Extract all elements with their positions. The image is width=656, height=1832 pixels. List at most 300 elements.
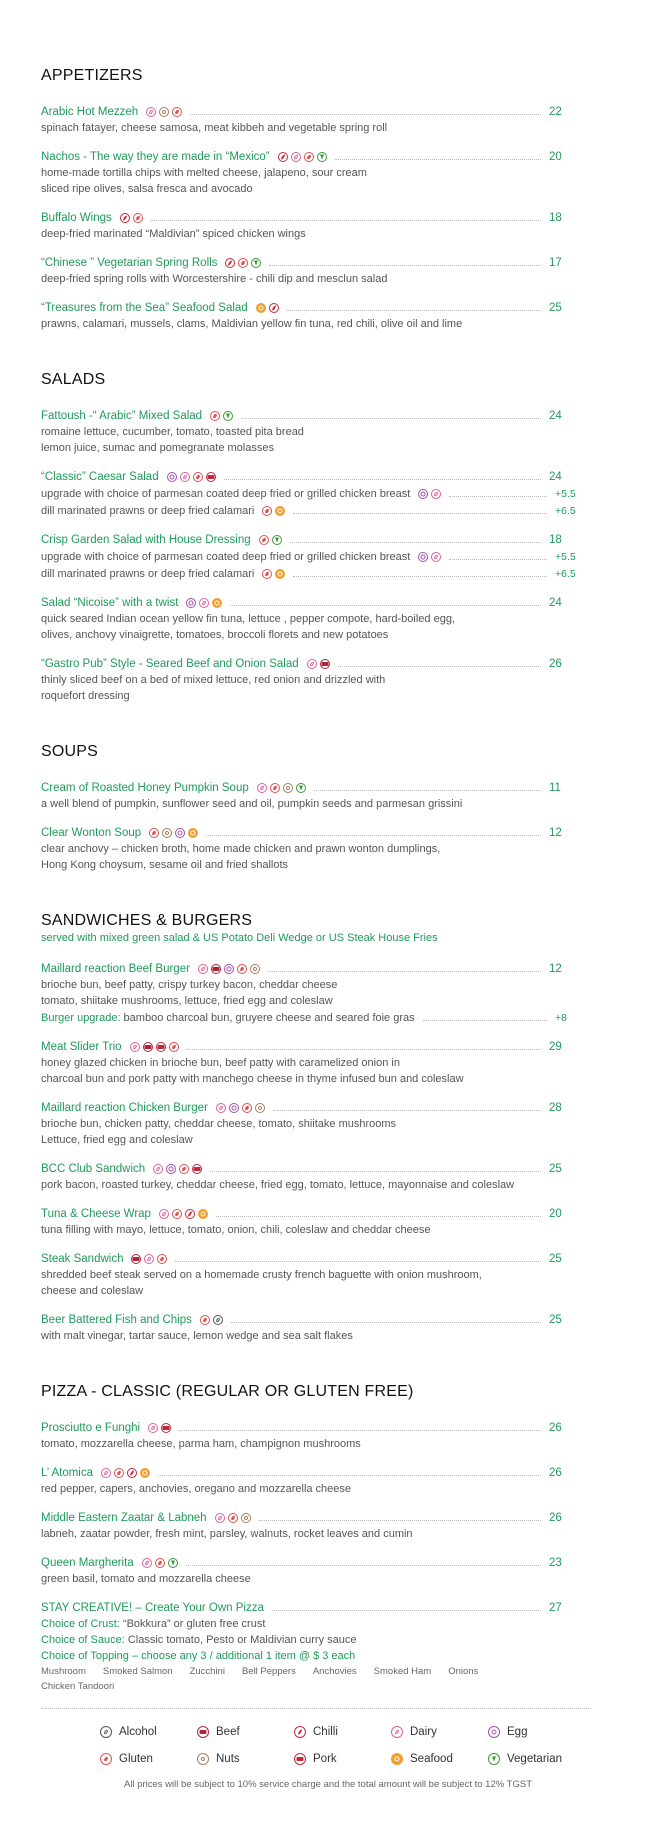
- upgrade-price: +5.5: [555, 550, 576, 563]
- menu-item: [41, 1250, 571, 1299]
- item-description: tomato, mozzarella cheese, parma ham, champignon mushrooms: [41, 1438, 361, 1450]
- diet-icons: [225, 258, 261, 268]
- dotted-leader: [241, 418, 541, 419]
- legend-item: [294, 1750, 391, 1768]
- gluten-icon: [114, 1468, 124, 1478]
- item-description: cheese and coleslaw: [41, 1285, 144, 1297]
- topping-option: Smoked Ham: [373, 1666, 432, 1677]
- item-name: “Classic” Caesar Salad: [41, 470, 159, 483]
- legend-item: [294, 1723, 391, 1741]
- dairy-icon: [199, 598, 209, 608]
- menu-item: [41, 407, 571, 456]
- item-description: brioche bun, chicken patty, cheddar cheese, tomato, shiitake mushrooms: [41, 1118, 397, 1130]
- vegetarian-icon: [488, 1753, 500, 1765]
- upgrade-option: [41, 1009, 571, 1026]
- egg-icon: [175, 828, 185, 838]
- diet-icons: [120, 213, 143, 223]
- legend-item: [391, 1750, 488, 1768]
- egg-icon: [229, 1103, 239, 1113]
- spacer: [41, 1404, 571, 1419]
- diet-icons: [142, 1558, 178, 1568]
- menu-item-header: [41, 103, 571, 120]
- menu-item: [41, 1509, 571, 1542]
- topping-option: Chicken Tandoori: [41, 1681, 115, 1692]
- item-description: thinly sliced beef on a bed of mixed lettuce, red onion and drizzled with: [41, 674, 386, 686]
- menu-item: [41, 148, 571, 197]
- section-title: SALADS: [41, 371, 106, 388]
- item-name: Nachos - The way they are made in “Mexico”: [41, 150, 270, 163]
- item-name: Meat Slider Trio: [41, 1040, 122, 1053]
- seafood-icon: [198, 1209, 208, 1219]
- diet-icons: [130, 1042, 179, 1052]
- item-name: Beer Battered Fish and Chips: [41, 1313, 192, 1326]
- item-description: olives, anchovy vinaigrette, tomatoes, broccoli florets and new potatoes: [41, 629, 389, 641]
- egg-icon: [167, 472, 177, 482]
- menu-item: [41, 1205, 571, 1238]
- egg-icon: [418, 489, 428, 499]
- item-description: Hong Kong choysum, sesame oil and fried shallots: [41, 859, 289, 871]
- topping-option: Onions: [448, 1666, 479, 1677]
- item-price: 27: [549, 1601, 562, 1614]
- dotted-leader: [273, 1110, 541, 1111]
- dotted-leader: [151, 220, 541, 221]
- section-title: APPETIZERS: [41, 67, 143, 84]
- upgrade-text: upgrade with choice of parmesan coated deep fried or grilled chicken breast: [41, 550, 411, 563]
- diet-icons: [148, 1423, 171, 1433]
- item-price: 25: [549, 1252, 562, 1265]
- item-price: 20: [549, 150, 562, 163]
- item-description: with malt vinegar, tartar sauce, lemon wedge and sea salt flakes: [41, 1330, 353, 1342]
- upgrade-text: bamboo charcoal bun, gruyere cheese and seared foie gras: [120, 1011, 415, 1024]
- item-description: tuna filling with mayo, lettuce, tomato, onion, chili, coleslaw and cheddar cheese: [41, 1224, 431, 1236]
- upgrade-option: [41, 565, 576, 582]
- gluten-icon: [210, 411, 220, 421]
- nuts-icon: [255, 1103, 265, 1113]
- pork-icon: [294, 1753, 306, 1765]
- menu-item: [41, 1311, 571, 1344]
- menu-item-header: [41, 1160, 571, 1177]
- item-name: Cream of Roasted Honey Pumpkin Soup: [41, 781, 249, 794]
- diet-icons: [146, 107, 182, 117]
- dotted-leader: [269, 265, 541, 266]
- dairy-icon: [153, 1164, 163, 1174]
- menu-item-header: [41, 824, 571, 841]
- item-price: 26: [549, 1511, 562, 1524]
- item-name: BCC Club Sandwich: [41, 1162, 146, 1175]
- gluten-icon: [200, 1315, 210, 1325]
- upgrade-option: [41, 548, 576, 565]
- beef-icon: [211, 964, 221, 974]
- item-description: spinach fatayer, cheese samosa, meat kibbeh and vegetable spring roll: [41, 122, 388, 134]
- menu-item: [41, 824, 571, 873]
- chilli-icon: [120, 213, 130, 223]
- pizza-choice: [41, 1616, 571, 1632]
- menu-section: [41, 368, 576, 704]
- item-name: Crisp Garden Salad with House Dressing: [41, 533, 251, 546]
- dairy-icon: [215, 1513, 225, 1523]
- dairy-icon: [101, 1468, 111, 1478]
- item-description: a well blend of pumpkin, sunflower seed and oil, pumpkin seeds and parmesan grissini: [41, 798, 463, 810]
- item-price: 25: [549, 301, 562, 314]
- item-description: roquefort dressing: [41, 690, 130, 702]
- seafood-icon: [140, 1468, 150, 1478]
- dotted-leader: [175, 1261, 541, 1262]
- pizza-choice: [41, 1648, 571, 1664]
- diet-icons: [167, 472, 216, 482]
- pizza-choice: [41, 1632, 571, 1648]
- choice-text: “Bokkura” or gluten free crust: [119, 1618, 266, 1630]
- dairy-icon: [148, 1423, 158, 1433]
- legend-label: Beef: [216, 1726, 240, 1738]
- dotted-leader: [268, 971, 541, 972]
- spacer: [41, 764, 571, 779]
- dotted-leader: [216, 1216, 541, 1217]
- legend-item: [100, 1750, 197, 1768]
- menu-item-header: [41, 148, 571, 165]
- dotted-leader: [231, 1322, 541, 1323]
- diet-icons: [307, 659, 330, 669]
- item-description: lemon juice, sumac and pomegranate molasses: [41, 442, 274, 454]
- item-price: 24: [549, 470, 562, 483]
- menu-item-header: [41, 1554, 571, 1571]
- gluten-icon: [193, 472, 203, 482]
- egg-icon: [186, 598, 196, 608]
- item-description: deep-fried marinated “Maldivian” spiced chicken wings: [41, 228, 306, 240]
- item-description: Lettuce, fried egg and coleslaw: [41, 1134, 193, 1146]
- item-price: 26: [549, 1466, 562, 1479]
- item-price: 29: [549, 1040, 562, 1053]
- dairy-icon: [144, 1254, 154, 1264]
- item-name: Clear Wonton Soup: [41, 826, 142, 839]
- menu-item-header: [41, 209, 571, 226]
- menu-item-header: [41, 1509, 571, 1526]
- upgrade-option: [41, 485, 576, 502]
- item-name: Buffalo Wings: [41, 211, 112, 224]
- topping-option: Bell Peppers: [241, 1666, 296, 1677]
- menu-item-header: [41, 1599, 571, 1616]
- gluten-icon: [155, 1558, 165, 1568]
- diet-icons: [256, 303, 279, 313]
- diet-icons: [418, 489, 441, 499]
- dotted-leader: [210, 1171, 541, 1172]
- item-description: romaine lettuce, cucumber, tomato, toasted pita bread: [41, 426, 304, 438]
- topping-option: Anchovies: [312, 1666, 357, 1677]
- dotted-leader: [158, 1475, 541, 1476]
- topping-list: [41, 1664, 571, 1694]
- item-price: 26: [549, 657, 562, 670]
- seafood-icon: [188, 828, 198, 838]
- menu-item-header: [41, 1099, 571, 1116]
- upgrade-price: +6.5: [555, 504, 576, 517]
- item-price: 24: [549, 596, 562, 609]
- diet-icons: [198, 964, 260, 974]
- menu-item-header: [41, 655, 571, 672]
- beef-icon: [320, 659, 330, 669]
- nuts-icon: [159, 107, 169, 117]
- vegetarian-icon: [272, 535, 282, 545]
- item-name: Prosciutto e Funghi: [41, 1421, 141, 1434]
- spacer: [41, 392, 571, 407]
- spacer: [41, 88, 571, 103]
- legend-item: [100, 1723, 197, 1741]
- vegetarian-icon: [168, 1558, 178, 1568]
- dairy-icon: [291, 152, 301, 162]
- menu-section: [41, 64, 571, 332]
- item-name: Fattoush -“ Arabic” Mixed Salad: [41, 409, 203, 422]
- dotted-leader: [190, 114, 541, 115]
- dairy-icon: [307, 659, 317, 669]
- item-price: 12: [549, 826, 562, 839]
- menu-item-header: [41, 594, 571, 611]
- item-price: 25: [549, 1313, 562, 1326]
- menu-item: [41, 531, 576, 582]
- gluten-icon: [304, 152, 314, 162]
- item-name: “Chinese ” Vegetarian Spring Rolls: [41, 256, 218, 269]
- diet-icons: [216, 1103, 265, 1113]
- dairy-icon: [180, 472, 190, 482]
- item-price: 18: [549, 211, 562, 224]
- dairy-icon: [198, 964, 208, 974]
- egg-icon: [488, 1726, 500, 1738]
- menu-item: [41, 468, 576, 519]
- choice-text: Classic tomato, Pesto or Maldivian curry sauce: [124, 1634, 357, 1646]
- legend-item: [197, 1750, 294, 1768]
- menu: [41, 64, 576, 1694]
- item-description: brioche bun, beef patty, crispy turkey bacon, cheddar cheese: [41, 979, 338, 991]
- item-description: tomato, shiitake mushrooms, lettuce, fried egg and coleslaw: [41, 995, 333, 1007]
- chilli-icon: [294, 1726, 306, 1738]
- chilli-icon: [225, 258, 235, 268]
- dotted-leader: [449, 559, 547, 560]
- item-description: pork bacon, roasted turkey, cheddar cheese, fried egg, tomato, lettuce, mayonnaise and coleslaw: [41, 1179, 515, 1191]
- gluten-icon: [237, 964, 247, 974]
- dotted-leader: [179, 1430, 541, 1431]
- item-price: 25: [549, 1162, 562, 1175]
- menu-item: [41, 779, 571, 812]
- item-price: 26: [549, 1421, 562, 1434]
- chilli-icon: [278, 152, 288, 162]
- legend-label: Gluten: [119, 1753, 153, 1765]
- menu-item-header: [41, 1311, 571, 1328]
- dotted-leader: [272, 1610, 541, 1611]
- gluten-icon: [228, 1513, 238, 1523]
- seafood-icon: [275, 569, 285, 579]
- menu-item: [41, 1464, 571, 1497]
- section-title: SOUPS: [41, 743, 99, 760]
- section-subtitle: served with mixed green salad & US Potato Deli Wedge or US Steak House Fries: [41, 932, 438, 944]
- footnote: All prices will be subject to 10% service charge and the total amount will be subject to 12% TGST: [124, 1779, 532, 1790]
- gluten-icon: [169, 1042, 179, 1052]
- dotted-leader: [423, 1020, 547, 1021]
- diet-icons: [259, 535, 282, 545]
- item-name: “Treasures from the Sea” Seafood Salad: [41, 301, 248, 314]
- menu-item-header: [41, 1205, 571, 1222]
- choice-label: Choice of Crust:: [41, 1618, 120, 1630]
- item-description: red pepper, capers, anchovies, oregano and mozzarella cheese: [41, 1483, 352, 1495]
- menu-item: [41, 1599, 571, 1694]
- item-description: home-made tortilla chips with melted cheese, jalapeno, sour cream: [41, 167, 367, 179]
- topping-option: Smoked Salmon: [102, 1666, 173, 1677]
- upgrade-label: Burger upgrade:: [41, 1011, 121, 1024]
- menu-item-header: [41, 531, 571, 548]
- dairy-icon: [146, 107, 156, 117]
- item-price: 11: [549, 781, 561, 794]
- menu-item: [41, 1099, 571, 1148]
- dairy-icon: [257, 783, 267, 793]
- gluten-icon: [238, 258, 248, 268]
- seafood-icon: [391, 1753, 403, 1765]
- diet-icons: [257, 783, 306, 793]
- seafood-icon: [212, 598, 222, 608]
- upgrade-text: upgrade with choice of parmesan coated deep fried or grilled chicken breast: [41, 487, 411, 500]
- choice-label: Choice of Topping – choose any 3 / additional 1 item @ $ 3 each: [41, 1650, 356, 1662]
- dotted-leader: [338, 666, 541, 667]
- dotted-leader: [287, 310, 541, 311]
- item-description: deep-fried spring rolls with Worcestershire - chili dip and mesclun salad: [41, 273, 388, 285]
- chilli-icon: [185, 1209, 195, 1219]
- item-name: Tuna & Cheese Wrap: [41, 1207, 151, 1220]
- gluten-icon: [270, 783, 280, 793]
- item-name: “Gastro Pub” Style - Seared Beef and Onion Salad: [41, 657, 299, 670]
- topping-option: Zucchini: [189, 1666, 225, 1677]
- menu-item-header: [41, 779, 571, 796]
- item-description: shredded beef steak served on a homemade crusty french baguette with onion mushroom,: [41, 1269, 482, 1281]
- diet-icons: [186, 598, 222, 608]
- item-name: Maillard reaction Chicken Burger: [41, 1101, 208, 1114]
- menu-item: [41, 1554, 571, 1587]
- beef-icon: [197, 1726, 209, 1738]
- legend-item: [488, 1750, 585, 1768]
- menu-item: [41, 960, 571, 1026]
- alcohol-icon: [213, 1315, 223, 1325]
- dairy-icon: [142, 1558, 152, 1568]
- dotted-leader: [224, 479, 541, 480]
- item-description: labneh, zaatar powder, fresh mint, parsley, walnuts, rocket leaves and cumin: [41, 1528, 413, 1540]
- diet-icons: [153, 1164, 202, 1174]
- alcohol-icon: [100, 1726, 112, 1738]
- legend-label: Egg: [507, 1726, 528, 1738]
- menu-item: [41, 1038, 571, 1087]
- menu-item-header: [41, 1038, 571, 1055]
- item-price: 22: [549, 105, 562, 118]
- dotted-leader: [293, 513, 547, 514]
- topping-option: Mushroom: [41, 1666, 86, 1677]
- menu-item-header: [41, 468, 571, 485]
- menu-item-header: [41, 1464, 571, 1481]
- egg-icon: [418, 552, 428, 562]
- beef-icon: [143, 1042, 153, 1052]
- diet-icons: [101, 1468, 150, 1478]
- diet-icons: [200, 1315, 223, 1325]
- upgrade-text: dill marinated prawns or deep fried calamari: [41, 567, 255, 580]
- legend-label: Pork: [313, 1753, 337, 1765]
- dotted-leader: [206, 835, 541, 836]
- section-title: PIZZA - CLASSIC (REGULAR OR GLUTEN FREE): [41, 1383, 414, 1400]
- item-name: Maillard reaction Beef Burger: [41, 962, 190, 975]
- item-name: Arabic Hot Mezzeh: [41, 105, 139, 118]
- legend-item: [488, 1723, 585, 1741]
- menu-item: [41, 594, 571, 643]
- upgrade-text: dill marinated prawns or deep fried calamari: [41, 504, 255, 517]
- menu-item-header: [41, 407, 571, 424]
- gluten-icon: [133, 213, 143, 223]
- menu-item-header: [41, 1250, 571, 1267]
- item-description: quick seared Indian ocean yellow fin tuna, lettuce , pepper compote, hard-boiled egg,: [41, 613, 455, 625]
- item-price: 17: [549, 256, 562, 269]
- legend-label: Vegetarian: [507, 1753, 562, 1765]
- dotted-leader: [259, 1520, 541, 1521]
- legend-label: Alcohol: [119, 1726, 157, 1738]
- egg-icon: [166, 1164, 176, 1174]
- diet-icons: [149, 828, 198, 838]
- legend-item: [391, 1723, 488, 1741]
- chilli-icon: [127, 1468, 137, 1478]
- gluten-icon: [100, 1753, 112, 1765]
- item-name: STAY CREATIVE! – Create Your Own Pizza: [41, 1601, 264, 1614]
- diet-icons: [418, 552, 441, 562]
- legend-item: [197, 1723, 294, 1741]
- menu-section: [41, 1380, 571, 1694]
- nuts-icon: [283, 783, 293, 793]
- choice-label: Choice of Sauce:: [41, 1634, 125, 1646]
- item-price: 18: [549, 533, 562, 546]
- menu-item-header: [41, 1419, 571, 1436]
- allergen-legend: [100, 1723, 591, 1768]
- item-name: Middle Eastern Zaatar & Labneh: [41, 1511, 207, 1524]
- gluten-icon: [179, 1164, 189, 1174]
- menu-item: [41, 103, 571, 136]
- menu-item-header: [41, 960, 571, 977]
- item-description: clear anchovy – chicken broth, home made chicken and prawn wonton dumplings,: [41, 843, 441, 855]
- item-name: Salad “Nicoise” with a twist: [41, 596, 179, 609]
- dairy-icon: [431, 489, 441, 499]
- upgrade-price: +5.5: [555, 487, 576, 500]
- chilli-icon: [269, 303, 279, 313]
- dairy-icon: [216, 1103, 226, 1113]
- item-price: 23: [549, 1556, 562, 1569]
- diet-icons: [215, 1513, 251, 1523]
- diet-icons: [262, 569, 285, 579]
- legend-label: Chilli: [313, 1726, 338, 1738]
- menu-item: [41, 1160, 571, 1193]
- item-price: 20: [549, 1207, 562, 1220]
- legend-label: Nuts: [216, 1753, 240, 1765]
- item-description: sliced ripe olives, salsa fresca and avocado: [41, 183, 253, 195]
- vegetarian-icon: [296, 783, 306, 793]
- dairy-icon: [130, 1042, 140, 1052]
- item-price: 24: [549, 409, 562, 422]
- pork-icon: [161, 1423, 171, 1433]
- menu-item: [41, 254, 571, 287]
- upgrade-price: +8: [555, 1011, 567, 1024]
- menu-item: [41, 655, 571, 704]
- item-description: prawns, calamari, mussels, clams, Maldivian yellow fin tuna, red chili, olive oil and lime: [41, 318, 463, 330]
- dotted-leader: [230, 605, 541, 606]
- spacer: [41, 945, 571, 960]
- menu-item-header: [41, 254, 571, 271]
- legend-label: Seafood: [410, 1753, 453, 1765]
- item-price: 28: [549, 1101, 562, 1114]
- menu-section: [41, 740, 571, 873]
- gluten-icon: [149, 828, 159, 838]
- dairy-icon: [391, 1726, 403, 1738]
- item-name: Steak Sandwich: [41, 1252, 124, 1265]
- seafood-icon: [256, 303, 266, 313]
- dotted-leader: [293, 576, 547, 577]
- gluten-icon: [157, 1254, 167, 1264]
- item-name: L’ Atomica: [41, 1466, 93, 1479]
- dotted-leader: [187, 1049, 541, 1050]
